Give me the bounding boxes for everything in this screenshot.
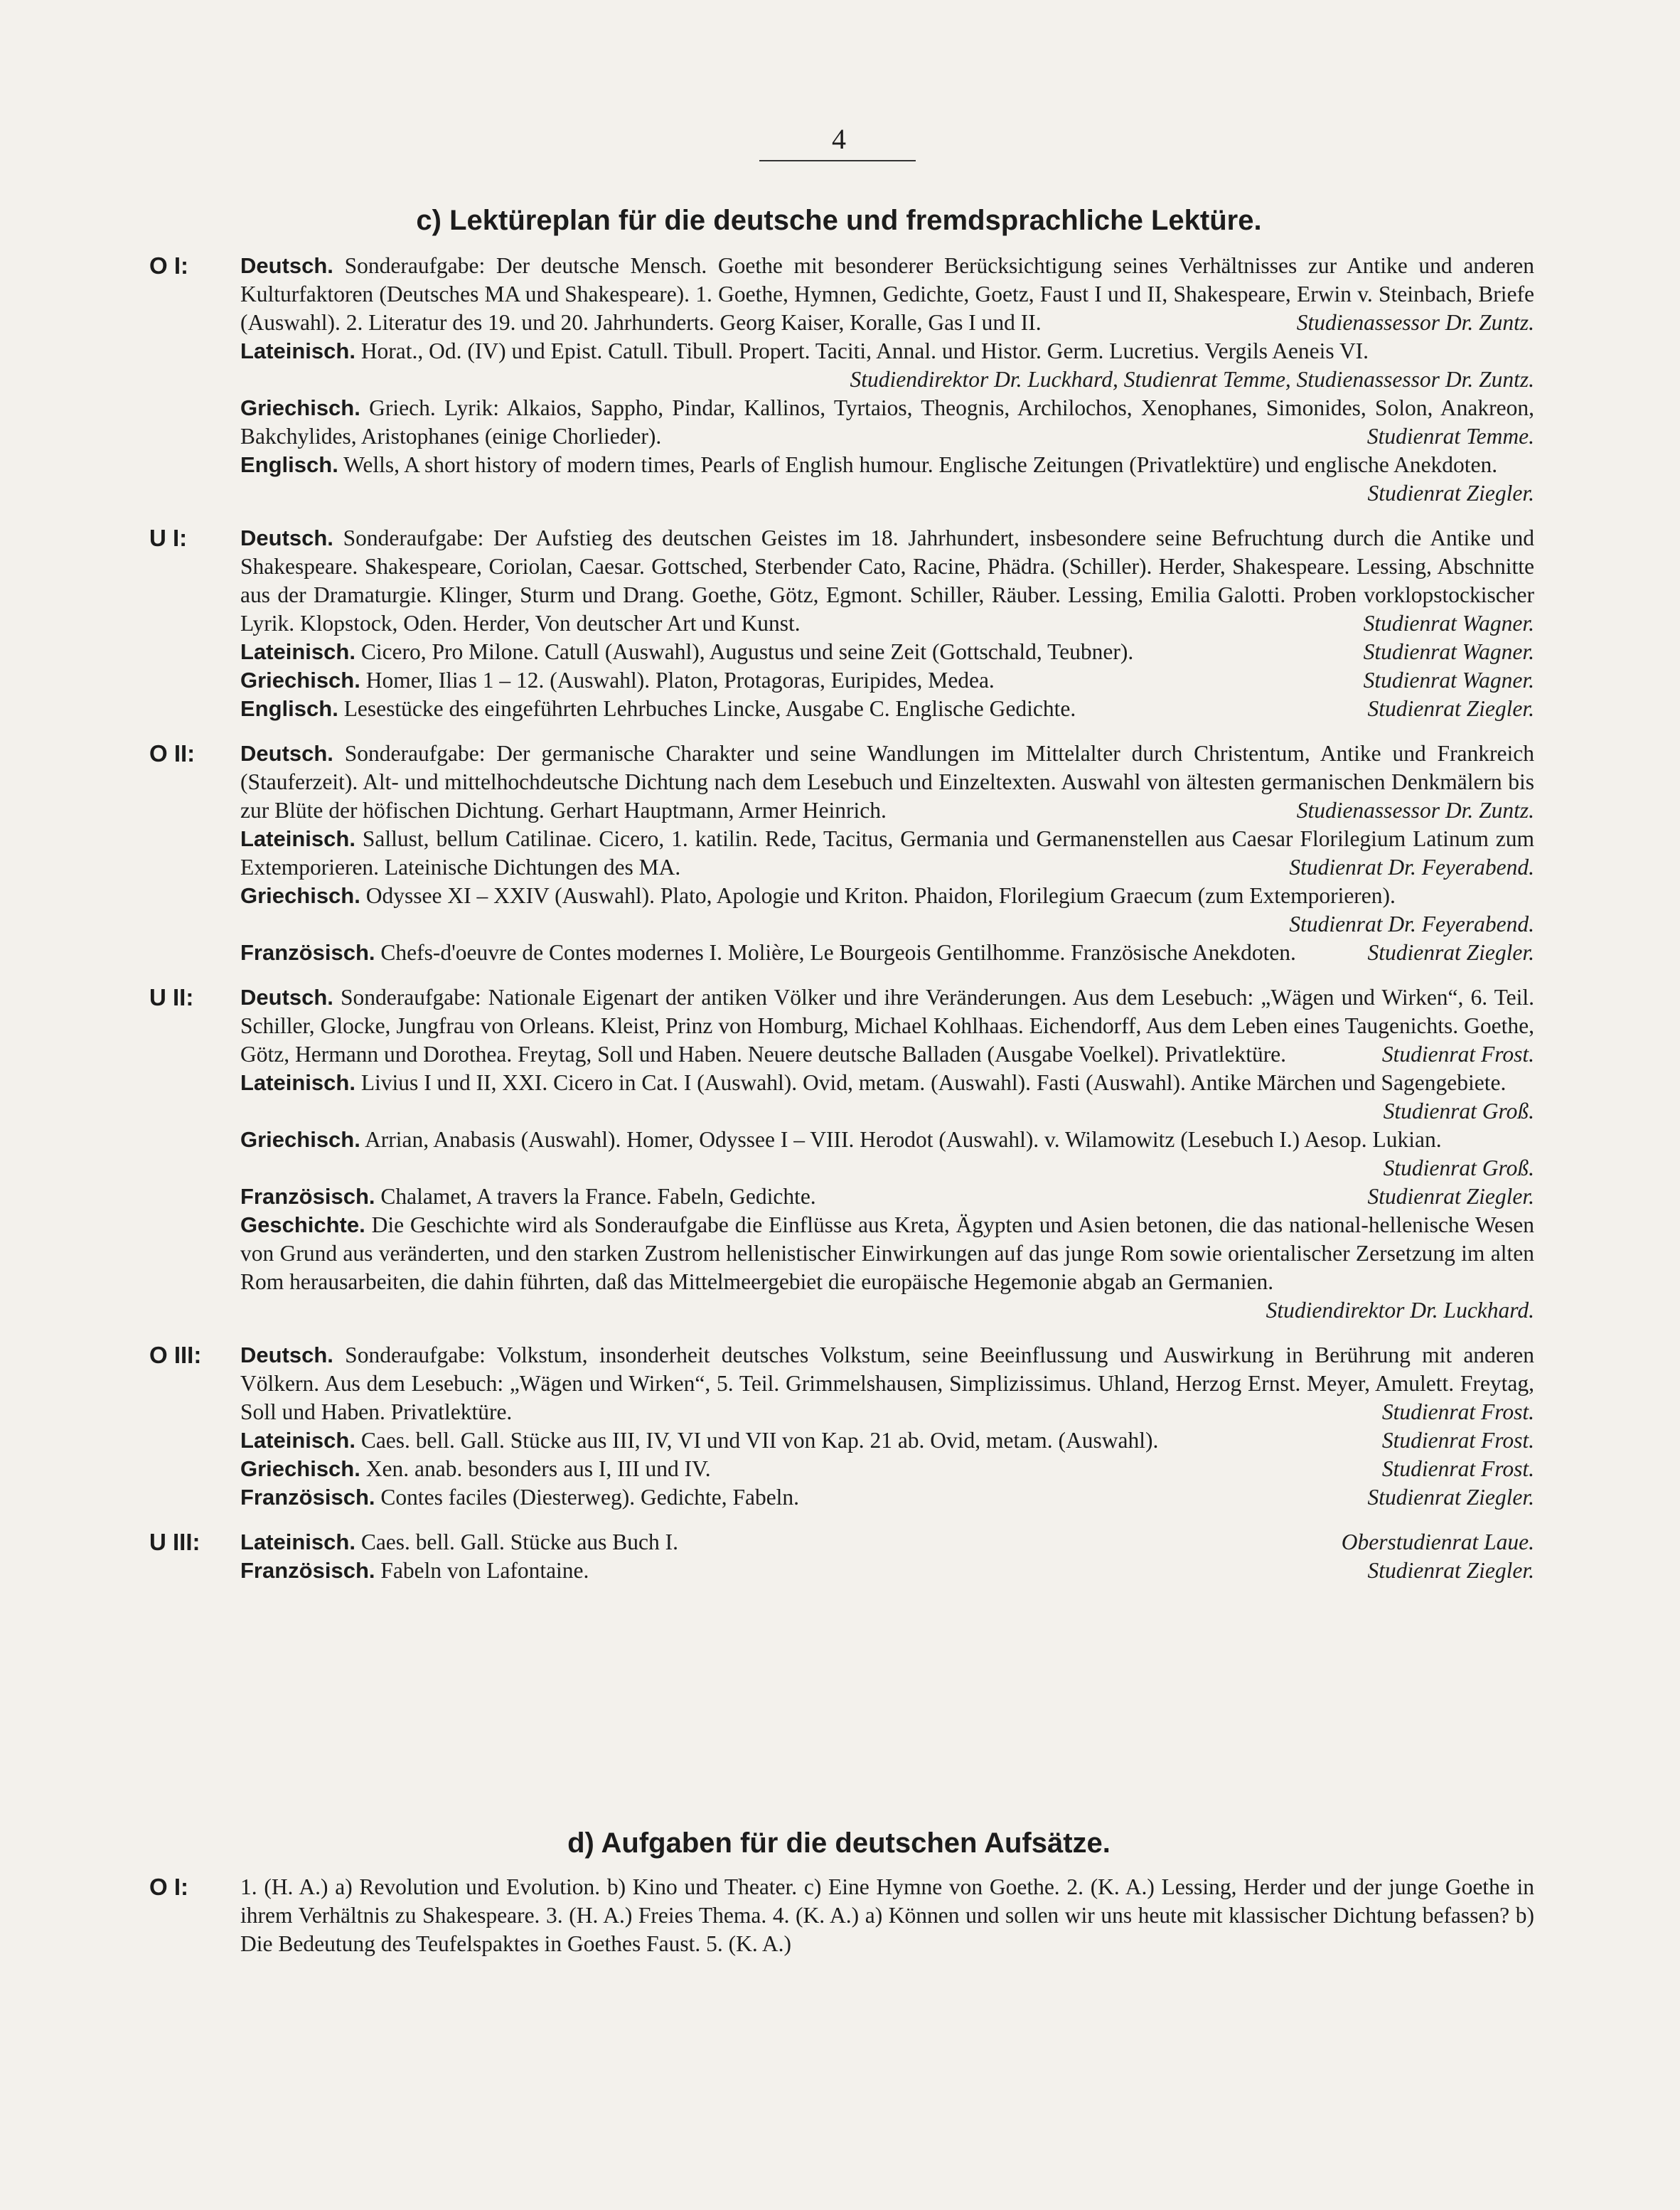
reading-text: Wells, A short history of modern times, Pearls of English humour. Englische Zeitungen (Privatlektüre) und englische Anekdoten.	[343, 452, 1498, 477]
subject-label: Englisch.	[240, 452, 338, 477]
reading-entry	[240, 1341, 1534, 1426]
subject-label: Deutsch.	[240, 253, 333, 278]
reading-text: Sonderaufgabe: Der germanische Charakter und seine Wandlungen im Mittelalter durch Christentum, Antike und Frankreich (Stauferzeit). Alt- und mittelhochdeutsche Dichtung nach dem Lesebuch und Einzeltexten. Auswahl von ältesten germanischen Denkmälern bis zur Blüte der höfischen Dichtung. Gerhart Hauptmann, Armer Heinrich.	[240, 741, 1534, 823]
reading-text: Odyssee XI – XXIV (Auswahl). Plato, Apologie und Kriton. Phaidon, Florilegium Graecum (zum Extemporieren).	[365, 883, 1396, 908]
reading-text: Chalamet, A travers la France. Fabeln, Gedichte.	[380, 1184, 816, 1209]
section-c-heading: c) Lektüreplan für die deutsche und fremdsprachliche Lektüre.	[416, 205, 1262, 236]
teacher-name: Studienassessor Dr. Zuntz.	[1296, 798, 1534, 823]
reading-entry	[240, 1426, 1534, 1455]
class-block	[0, 524, 1680, 723]
teacher-name: Studienassessor Dr. Zuntz.	[1296, 310, 1534, 335]
teacher-name: Oberstudienrat Laue.	[1341, 1530, 1534, 1554]
subject-label: Englisch.	[240, 696, 338, 721]
reading-entry	[240, 939, 1534, 967]
teacher-name: Studienrat Ziegler.	[1367, 940, 1534, 965]
class-label: U I:	[149, 525, 188, 551]
teacher-name: Studienrat Wagner.	[1363, 639, 1534, 664]
subject-label: Lateinisch.	[240, 1530, 355, 1554]
reading-text: Caes. bell. Gall. Stücke aus III, IV, VI und VII von Kap. 21 ab. Ovid, metam. (Auswahl).	[360, 1428, 1159, 1453]
teacher-name: Studiendirektor Dr. Luckhard.	[1266, 1298, 1534, 1323]
subject-label: Lateinisch.	[240, 338, 355, 363]
teacher-name: Studienrat Frost.	[1381, 1042, 1534, 1067]
reading-text: Sonderaufgabe: Der Aufstieg des deutschen Geistes im 18. Jahrhundert, insbesondere seine Befruchtung durch die Antike und Shakespeare. Shakespeare, Coriolan, Caesar. Gottsched, Sterbender Cato, Racine, Phädra. (Schiller). Herder, Shakespeare. Lessing, Abschnitte aus der Dramaturgie. Klinger, Sturm und Drang. Goethe, Götz, Egmont. Schiller, Räuber. Lessing, Emilia Galotti. Proben vorklopstockischer Lyrik. Klopstock, Oden. Herder, Von deutscher Art und Kunst.	[240, 525, 1534, 636]
class-label: U III:	[149, 1529, 200, 1555]
reading-text: Homer, Ilias 1 – 12. (Auswahl). Platon, Protagoras, Euripides, Medea.	[365, 668, 995, 693]
subject-label: Französisch.	[240, 1184, 375, 1209]
reading-entry	[240, 1126, 1534, 1183]
class-label: O I:	[149, 252, 188, 279]
subject-label: Griechisch.	[240, 668, 360, 693]
teacher-name: Studiendirektor Dr. Luckhard, Studienrat Temme, Studienassessor Dr. Zuntz.	[850, 367, 1534, 392]
teacher-name: Studienrat Groß.	[1383, 1155, 1534, 1180]
reading-text: Livius I und II, XXI. Cicero in Cat. I (Auswahl). Ovid, metam. (Auswahl). Fasti (Auswahl). Antike Märchen und Sagengebiete.	[360, 1070, 1507, 1095]
teacher-name: Studienrat Wagner.	[1363, 611, 1534, 636]
reading-entry	[240, 695, 1534, 723]
reading-entry	[240, 524, 1534, 638]
reading-text: Sallust, bellum Catilinae. Cicero, 1. katilin. Rede, Tacitus, Germania und Germanenstellen aus Caesar Florilegium Latinum zum Extemporieren. Lateinische Dichtungen des MA.	[240, 826, 1535, 880]
reading-entry	[240, 1069, 1534, 1126]
class-entries	[240, 524, 1534, 723]
teacher-name: Studienrat Wagner.	[1363, 668, 1534, 693]
page-number: 4	[832, 123, 846, 155]
reading-text: Caes. bell. Gall. Stücke aus Buch I.	[360, 1530, 678, 1554]
teacher-name: Studienrat Dr. Feyerabend.	[1289, 855, 1534, 880]
subject-label: Deutsch.	[240, 1342, 333, 1367]
class-entries	[240, 1528, 1534, 1585]
page-number-rule	[759, 160, 916, 161]
teacher-name: Studienrat Ziegler.	[1367, 1184, 1534, 1209]
essay-class-block	[0, 1873, 1680, 1958]
subject-label: Deutsch.	[240, 525, 333, 550]
reading-entry	[240, 1211, 1534, 1325]
reading-entry	[240, 252, 1534, 337]
class-block	[0, 740, 1680, 967]
reading-entry	[240, 451, 1534, 508]
subject-label: Lateinisch.	[240, 1428, 355, 1453]
reading-text: Sonderaufgabe: Volkstum, insonderheit deutsches Volkstum, seine Beeinflussung und Auswirkung in Berührung mit anderen Völkern. Aus dem Lesebuch: „Wägen und Wirken“, 5. Teil. Grimmelshausen, Simplizissimus. Uhland, Herzog Ernst. Meyer, Amulett. Freytag, Soll und Haben. Privatlektüre.	[240, 1342, 1535, 1424]
reading-entry	[240, 1455, 1534, 1483]
teacher-name: Studienrat Ziegler.	[1367, 696, 1534, 721]
section-d-heading: d) Aufgaben für die deutschen Aufsätze.	[567, 1827, 1111, 1859]
reading-plan	[0, 252, 1680, 1601]
subject-label: Geschichte.	[240, 1212, 365, 1237]
subject-label: Griechisch.	[240, 1456, 360, 1481]
teacher-name: Studienrat Temme.	[1366, 424, 1534, 449]
reading-text: Xen. anab. besonders aus I, III und IV.	[365, 1456, 711, 1481]
reading-text: Sonderaufgabe: Nationale Eigenart der antiken Völker und ihre Veränderungen. Aus dem Lesebuch: „Wägen und Wirken“, 6. Teil. Schiller, Glocke, Jungfrau von Orleans. Kleist, Prinz von Homburg, Michael Kohlhaas. Eichendorff, Aus dem Leben eines Taugenichts. Goethe, Götz, Hermann und Dorothea. Freytag, Soll und Haben. Neuere deutsche Balladen (Ausgabe Voelkel). Privatlektüre.	[240, 985, 1535, 1067]
essay-topics	[0, 1873, 1680, 1975]
reading-text: Cicero, Pro Milone. Catull (Auswahl), Augustus und seine Zeit (Gottschald, Teubner).	[360, 639, 1134, 664]
reading-text: Arrian, Anabasis (Auswahl). Homer, Odyssee I – VIII. Herodot (Auswahl). v. Wilamowitz (Lesebuch I.) Aesop. Lukian.	[365, 1127, 1442, 1152]
class-block	[0, 983, 1680, 1325]
reading-text: Lesestücke des eingeführten Lehrbuches Lincke, Ausgabe C. Englische Gedichte.	[343, 696, 1076, 721]
teacher-name: Studienrat Dr. Feyerabend.	[1289, 912, 1534, 936]
class-entries	[240, 1341, 1534, 1512]
teacher-name: Studienrat Ziegler.	[1367, 1485, 1534, 1510]
subject-label: Deutsch.	[240, 985, 333, 1010]
subject-label: Französisch.	[240, 1485, 375, 1510]
reading-text: Contes faciles (Diesterweg). Gedichte, Fabeln.	[380, 1485, 800, 1510]
reading-entry	[240, 394, 1534, 451]
teacher-name: Studienrat Groß.	[1383, 1099, 1534, 1123]
subject-label: Französisch.	[240, 940, 375, 965]
subject-label: Griechisch.	[240, 1127, 360, 1152]
class-label: O II:	[149, 740, 196, 767]
class-entries	[240, 252, 1534, 508]
reading-text: Fabeln von Lafontaine.	[380, 1558, 589, 1583]
subject-label: Lateinisch.	[240, 826, 355, 851]
reading-entry	[240, 1183, 1534, 1211]
reading-text: Horat., Od. (IV) und Epist. Catull. Tibull. Propert. Taciti, Annal. und Histor. Germ. Lucretius. Vergils Aeneis VI.	[360, 338, 1369, 363]
reading-text: Die Geschichte wird als Sonderaufgabe die Einflüsse aus Kreta, Ägypten und Asien betonen, die das national-hellenische Wesen von Grund aus veränderten, und den starken Zustrom hellenistischer Einwirkungen auf das junge Rom sowie orientalischer Zersetzung im alten Rom herausarbeiten, die dahin führten, daß das Mittelmeergebiet die europäische Hegemonie abgab an Germanien.	[240, 1212, 1535, 1294]
subject-label: Griechisch.	[240, 395, 360, 420]
class-label: O I:	[149, 1874, 188, 1900]
class-block	[0, 252, 1680, 508]
reading-entry	[240, 983, 1534, 1069]
reading-entry	[240, 337, 1534, 394]
subject-label: Griechisch.	[240, 883, 360, 908]
reading-entry	[240, 1528, 1534, 1557]
class-label: U II:	[149, 984, 194, 1010]
teacher-name: Studienrat Frost.	[1381, 1399, 1534, 1424]
teacher-name: Studienrat Ziegler.	[1367, 481, 1534, 506]
reading-entry	[240, 882, 1534, 939]
class-entries	[240, 983, 1534, 1325]
reading-entry	[240, 1557, 1534, 1585]
subject-label: Lateinisch.	[240, 639, 355, 664]
class-entries	[240, 740, 1534, 967]
reading-entry	[240, 1483, 1534, 1512]
reading-text: Chefs-d'oeuvre de Contes modernes I. Molière, Le Bourgeois Gentilhomme. Französische Anekdoten.	[380, 940, 1296, 965]
subject-label: Deutsch.	[240, 741, 333, 766]
essay-topics-text: 1. (H. A.) a) Revolution und Evolution. b) Kino und Theater. c) Eine Hymne von Goethe. 2. (K. A.) Lessing, Herder und der junge Goethe in ihrem Verhältnis zu Shakespeare. 3. (H. A.) Freies Thema. 4. (K. A.) a) Können und sollen wir uns heute mit klassischer Dichtung befassen? b) Die Bedeutung des Teufelspaktes in Goethes Faust. 5. (K. A.)	[240, 1874, 1534, 1956]
reading-entry	[240, 825, 1534, 882]
reading-text: Griech. Lyrik: Alkaios, Sappho, Pindar, Kallinos, Tyrtaios, Theognis, Archilochos, Xenophanes, Simonides, Solon, Anakreon, Bakchylides, Aristophanes (einige Chorlieder).	[240, 395, 1535, 449]
teacher-name: Studienrat Frost.	[1381, 1456, 1534, 1481]
teacher-name: Studienrat Ziegler.	[1367, 1558, 1534, 1583]
reading-entry	[240, 740, 1534, 825]
class-label: O III:	[149, 1342, 202, 1368]
teacher-name: Studienrat Frost.	[1381, 1428, 1534, 1453]
subject-label: Lateinisch.	[240, 1070, 355, 1095]
reading-text: Sonderaufgabe: Der deutsche Mensch. Goethe mit besonderer Berücksichtigung seines Verhältnisses zur Antike und anderen Kulturfaktoren (Deutsches MA und Shakespeare). 1. Goethe, Hymnen, Gedichte, Goetz, Faust I und II, Shakespeare, Erwin v. Steinbach, Briefe (Auswahl). 2. Literatur des 19. und 20. Jahrhunderts. Georg Kaiser, Koralle, Gas I und II.	[240, 253, 1535, 335]
reading-entry	[240, 638, 1534, 666]
reading-entry	[240, 666, 1534, 695]
class-block	[0, 1528, 1680, 1585]
subject-label: Französisch.	[240, 1558, 375, 1583]
class-block	[0, 1341, 1680, 1512]
